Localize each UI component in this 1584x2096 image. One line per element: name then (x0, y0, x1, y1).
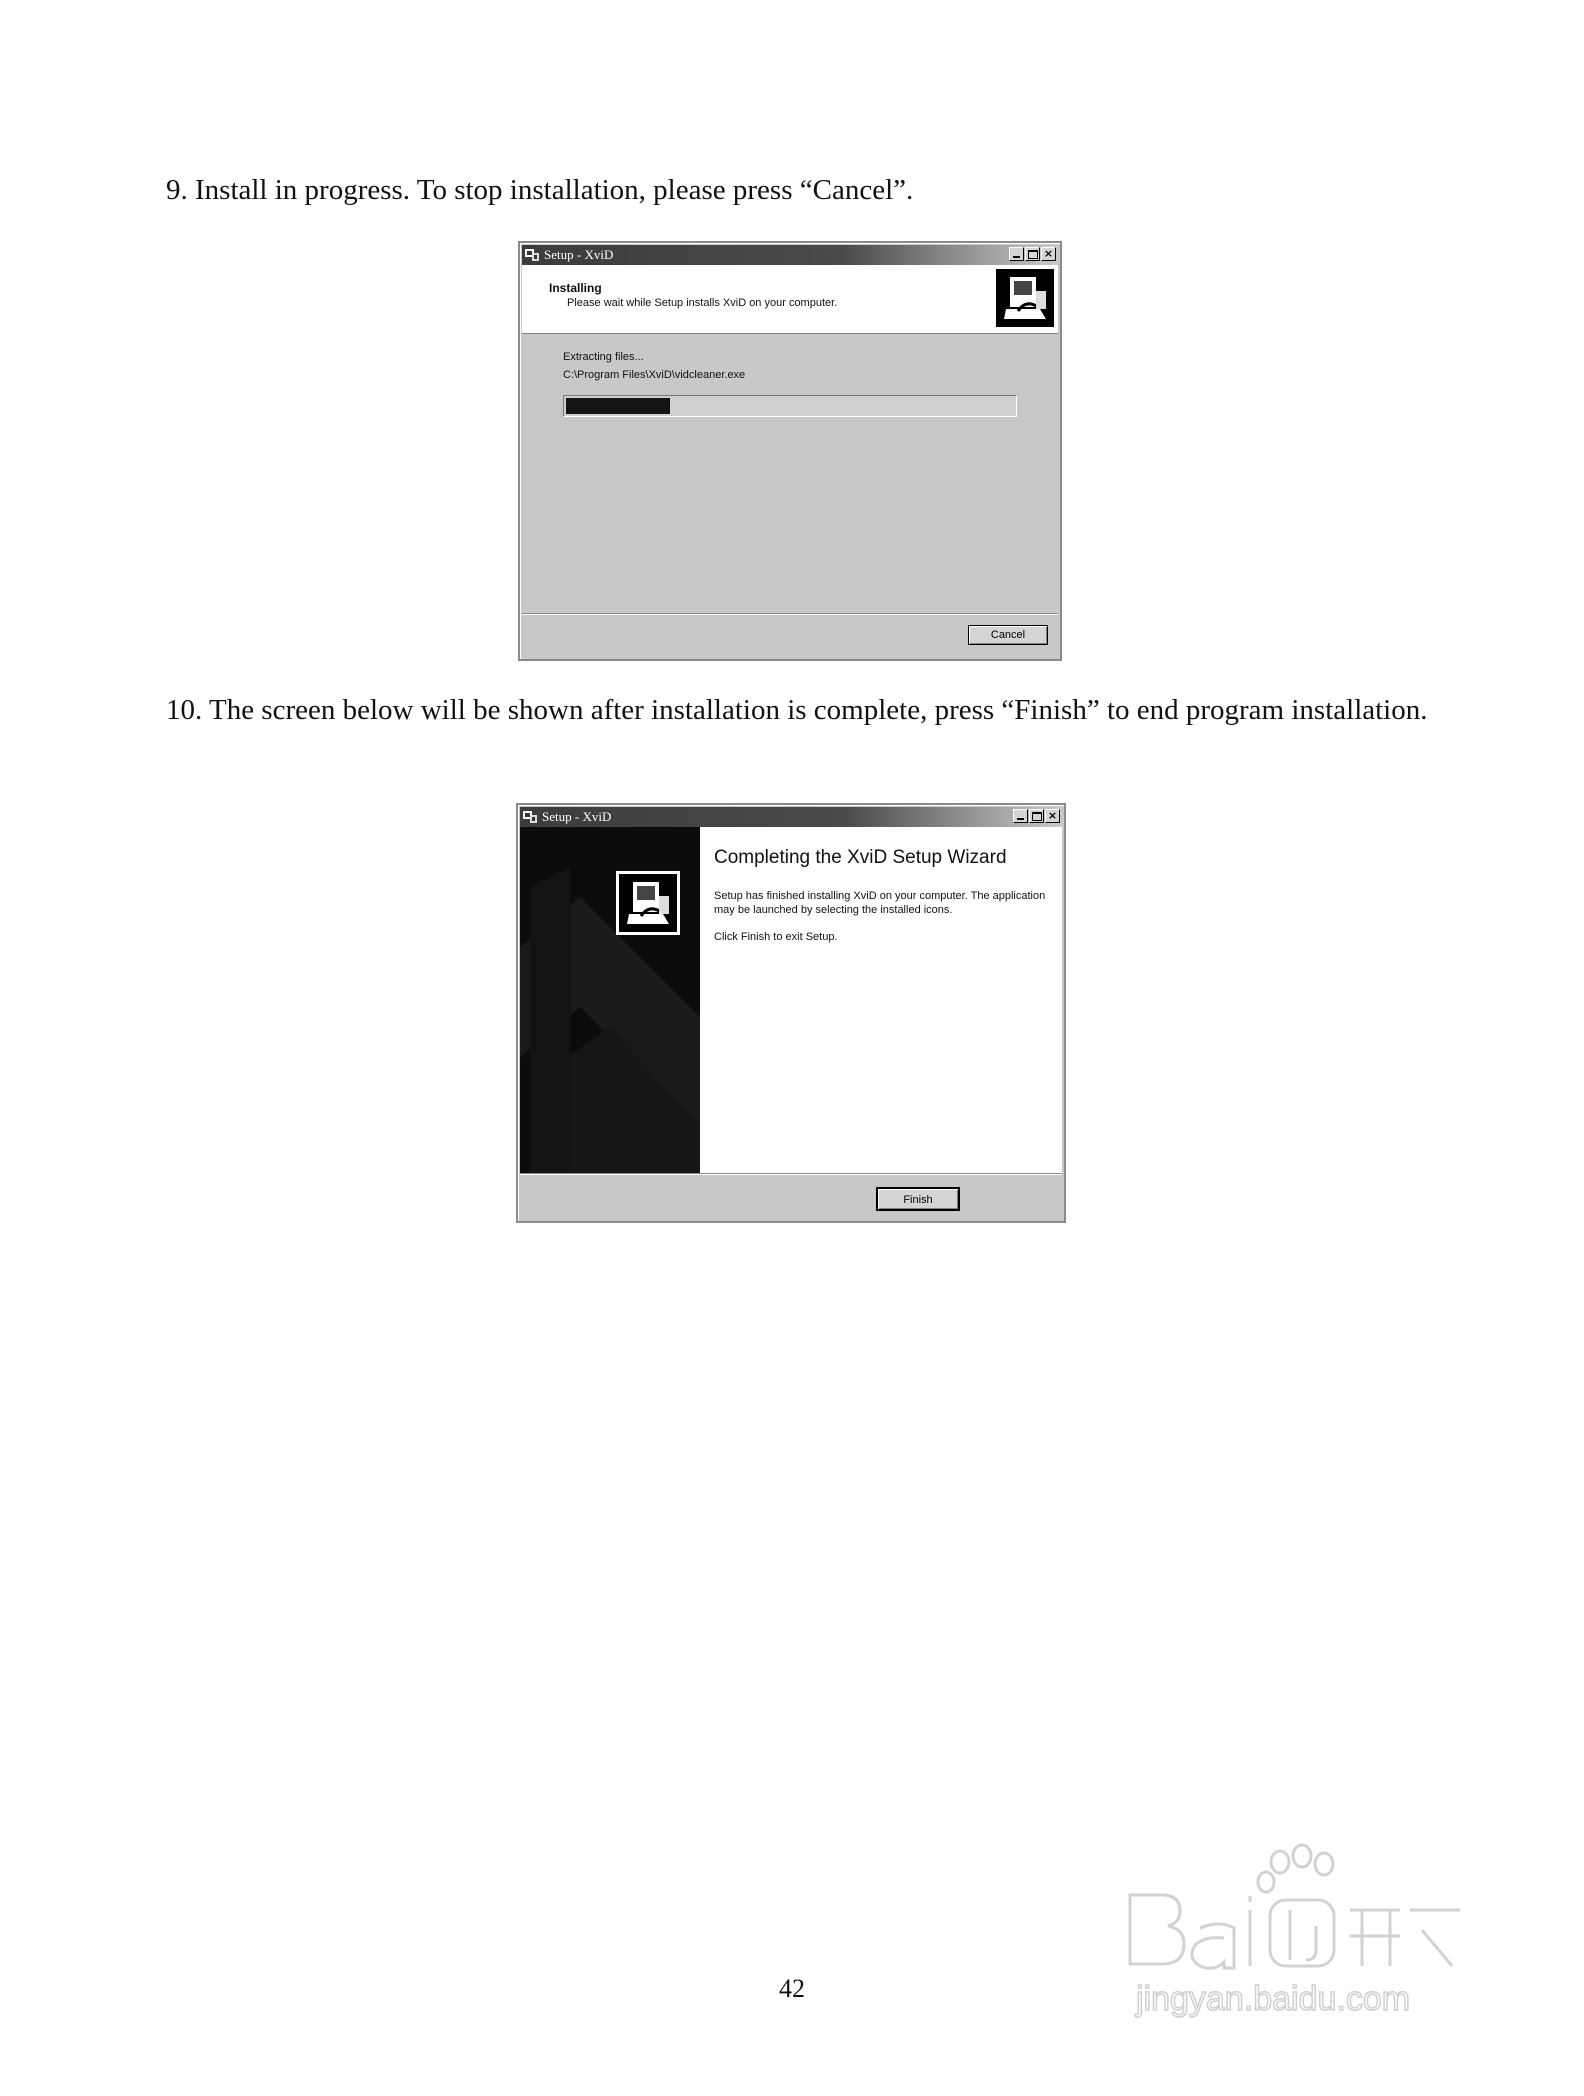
close-button[interactable]: × (1041, 247, 1056, 261)
finish-button[interactable]: Finish (876, 1187, 960, 1211)
setup-app-icon (524, 247, 540, 262)
header-title: Installing (549, 281, 602, 295)
install-progress-bar (563, 395, 1017, 417)
window-title: Setup - XviD (542, 809, 612, 824)
status-path: C:\Program Files\XviD\vidcleaner.exe (563, 369, 746, 381)
wizard-side-banner (520, 827, 700, 1173)
setup-window-installing (518, 241, 1062, 661)
svg-text:jingyan.baidu.com: jingyan.baidu.com (1136, 1980, 1411, 2018)
minimize-button[interactable] (1009, 247, 1024, 261)
setup-window-complete (516, 803, 1066, 1223)
wizard-title: Completing the XviD Setup Wizard (714, 847, 1007, 868)
computer-install-icon (616, 871, 680, 935)
maximize-button[interactable] (1029, 809, 1044, 823)
computer-install-icon (996, 269, 1054, 327)
wizard-message: Setup has finished installing XviD on your computer. The application may be launched by selecting the installed icons. (714, 890, 1046, 916)
minimize-button[interactable] (1013, 809, 1028, 823)
wizard-instruction: Click Finish to exit Setup. (714, 931, 838, 943)
wizard-content (700, 827, 1062, 1173)
page-number: 42 (779, 1974, 805, 2003)
wizard-header (522, 265, 1058, 334)
footer-divider (520, 1173, 1062, 1175)
setup-app-icon (522, 809, 538, 824)
maximize-button[interactable] (1025, 247, 1040, 261)
cancel-button[interactable]: Cancel (968, 625, 1048, 645)
status-label: Extracting files... (563, 351, 644, 363)
header-subtitle: Please wait while Setup installs XviD on your computer. (567, 297, 838, 309)
progress-fill (566, 398, 670, 414)
window-title: Setup - XviD (544, 247, 614, 262)
close-button[interactable]: × (1045, 809, 1060, 823)
title-bar[interactable] (520, 807, 1062, 827)
step-10-text: 10. The screen below will be shown after installation is complete, press “Finish” to end program installation. (166, 694, 1428, 726)
step-9-text: 9. Install in progress. To stop installation, please press “Cancel”. (166, 174, 914, 206)
title-bar[interactable] (522, 245, 1058, 265)
footer-divider (522, 613, 1058, 615)
